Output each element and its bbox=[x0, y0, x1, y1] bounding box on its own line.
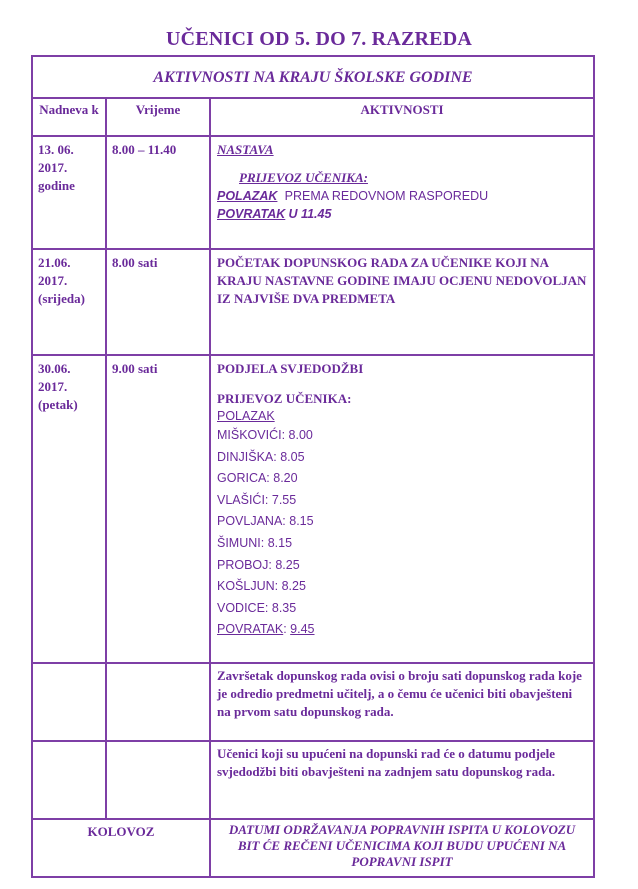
row-date: 13. 06. 2017. godine bbox=[32, 136, 106, 249]
row-time: 8.00 – 11.40 bbox=[106, 136, 210, 249]
empty-cell bbox=[32, 741, 106, 819]
transport-heading: PRIJEVOZ UČENIKA: bbox=[217, 391, 352, 406]
row-activities: POČETAK DOPUNSKOG RADA ZA UČENIKE KOJI NA KRAJU NASTAVNE GODINE IMAJU OCJENU NEDOVOLJAN IZ NAJVIŠE DVA PREDMETA bbox=[210, 249, 594, 355]
august-label: KOLOVOZ bbox=[32, 819, 210, 877]
table-row bbox=[32, 741, 594, 819]
bus-stop: DINJIŠKA: 8.05 bbox=[217, 449, 305, 464]
table-row bbox=[32, 819, 594, 877]
header-date: Nadneva k bbox=[32, 98, 106, 136]
return-text: U 11.45 bbox=[288, 207, 332, 221]
certificates-heading: PODJELA SVJEDODŽBI bbox=[217, 361, 364, 376]
row-date: 30.06. 2017. (petak) bbox=[32, 355, 106, 663]
nastava-label: NASTAVA bbox=[217, 142, 274, 157]
note-text: Završetak dopunskog rada ovisi o broju sati dopunskog rada koje je odredio predmetni učitelj, a o čemu će učenici biti obavješteni na prvom satu dopunskog rada. bbox=[210, 663, 594, 741]
schedule-table bbox=[31, 55, 595, 878]
bus-stop: VODICE: 8.35 bbox=[217, 600, 297, 615]
transport-heading: PRIJEVOZ UČENIKA: bbox=[239, 170, 368, 185]
table-subtitle: AKTIVNOSTI NA KRAJU ŠKOLSKE GODINE bbox=[32, 56, 594, 98]
bus-stop: MIŠKOVIĆI: 8.00 bbox=[217, 428, 313, 442]
row-activities: PODJELA SVJEDODŽBI PRIJEVOZ UČENIKA: POLAZAK MIŠKOVIĆI: 8.00 DINJIŠKA: 8.05 GORICA: 8.20 VLAŠIĆI: 7.55 POVLJANA: 8.15 ŠIMUNI: 8.15 PROBOJ: 8.25 KOŠLJUN: 8.25 VODICE: 8.35 POVRATAK: 9.45 bbox=[210, 355, 594, 663]
header-activities: AKTIVNOSTI bbox=[210, 98, 594, 136]
empty-cell bbox=[32, 663, 106, 741]
table-row bbox=[32, 663, 594, 741]
return-label: POVRATAK bbox=[217, 622, 284, 637]
bus-stop: POVLJANA: 8.15 bbox=[217, 514, 314, 529]
departure-label: POLAZAK bbox=[217, 409, 275, 423]
subtitle-row bbox=[32, 56, 594, 98]
row-time: 8.00 sati bbox=[106, 249, 210, 355]
bus-stop: ŠIMUNI: 8.15 bbox=[217, 535, 293, 550]
row-time: 9.00 sati bbox=[106, 355, 210, 663]
return-label: POVRATAK bbox=[217, 207, 286, 221]
note-text: Učenici koji su upućeni na dopunski rad će o datumu podjele svjedodžbi biti obavješteni na zadnjem satu dopunskog rada. bbox=[210, 741, 594, 819]
page-title: UČENICI OD 5. DO 7. RAZREDA bbox=[166, 28, 472, 50]
header-time: Vrijeme bbox=[106, 98, 210, 136]
bus-stop: GORICA: 8.20 bbox=[217, 471, 298, 486]
bus-stop: PROBOJ: 8.25 bbox=[217, 557, 300, 572]
empty-cell bbox=[106, 663, 210, 741]
row-activities bbox=[210, 136, 594, 249]
bus-stop: KOŠLJUN: 8.25 bbox=[217, 579, 306, 594]
empty-cell bbox=[106, 741, 210, 819]
departure-text: PREMA REDOVNOM RASPOREDU bbox=[284, 189, 489, 203]
header-row bbox=[32, 98, 594, 136]
row-date: 21.06. 2017. (srijeda) bbox=[32, 249, 106, 355]
bus-stop: VLAŠIĆI: 7.55 bbox=[217, 492, 297, 507]
table-row bbox=[32, 355, 594, 663]
table-row bbox=[32, 249, 594, 355]
makeup-exam-note: DATUMI ODRŽAVANJA POPRAVNIH ISPITA U KOLOVOZU BIT ĆE REČENI UČENICIMA KOJI BUDU UPUĆENI NA POPRAVNI ISPIT bbox=[210, 819, 594, 877]
table-row bbox=[32, 136, 594, 249]
departure-label: POLAZAK bbox=[217, 189, 278, 203]
return-time: 9.45 bbox=[290, 622, 315, 637]
